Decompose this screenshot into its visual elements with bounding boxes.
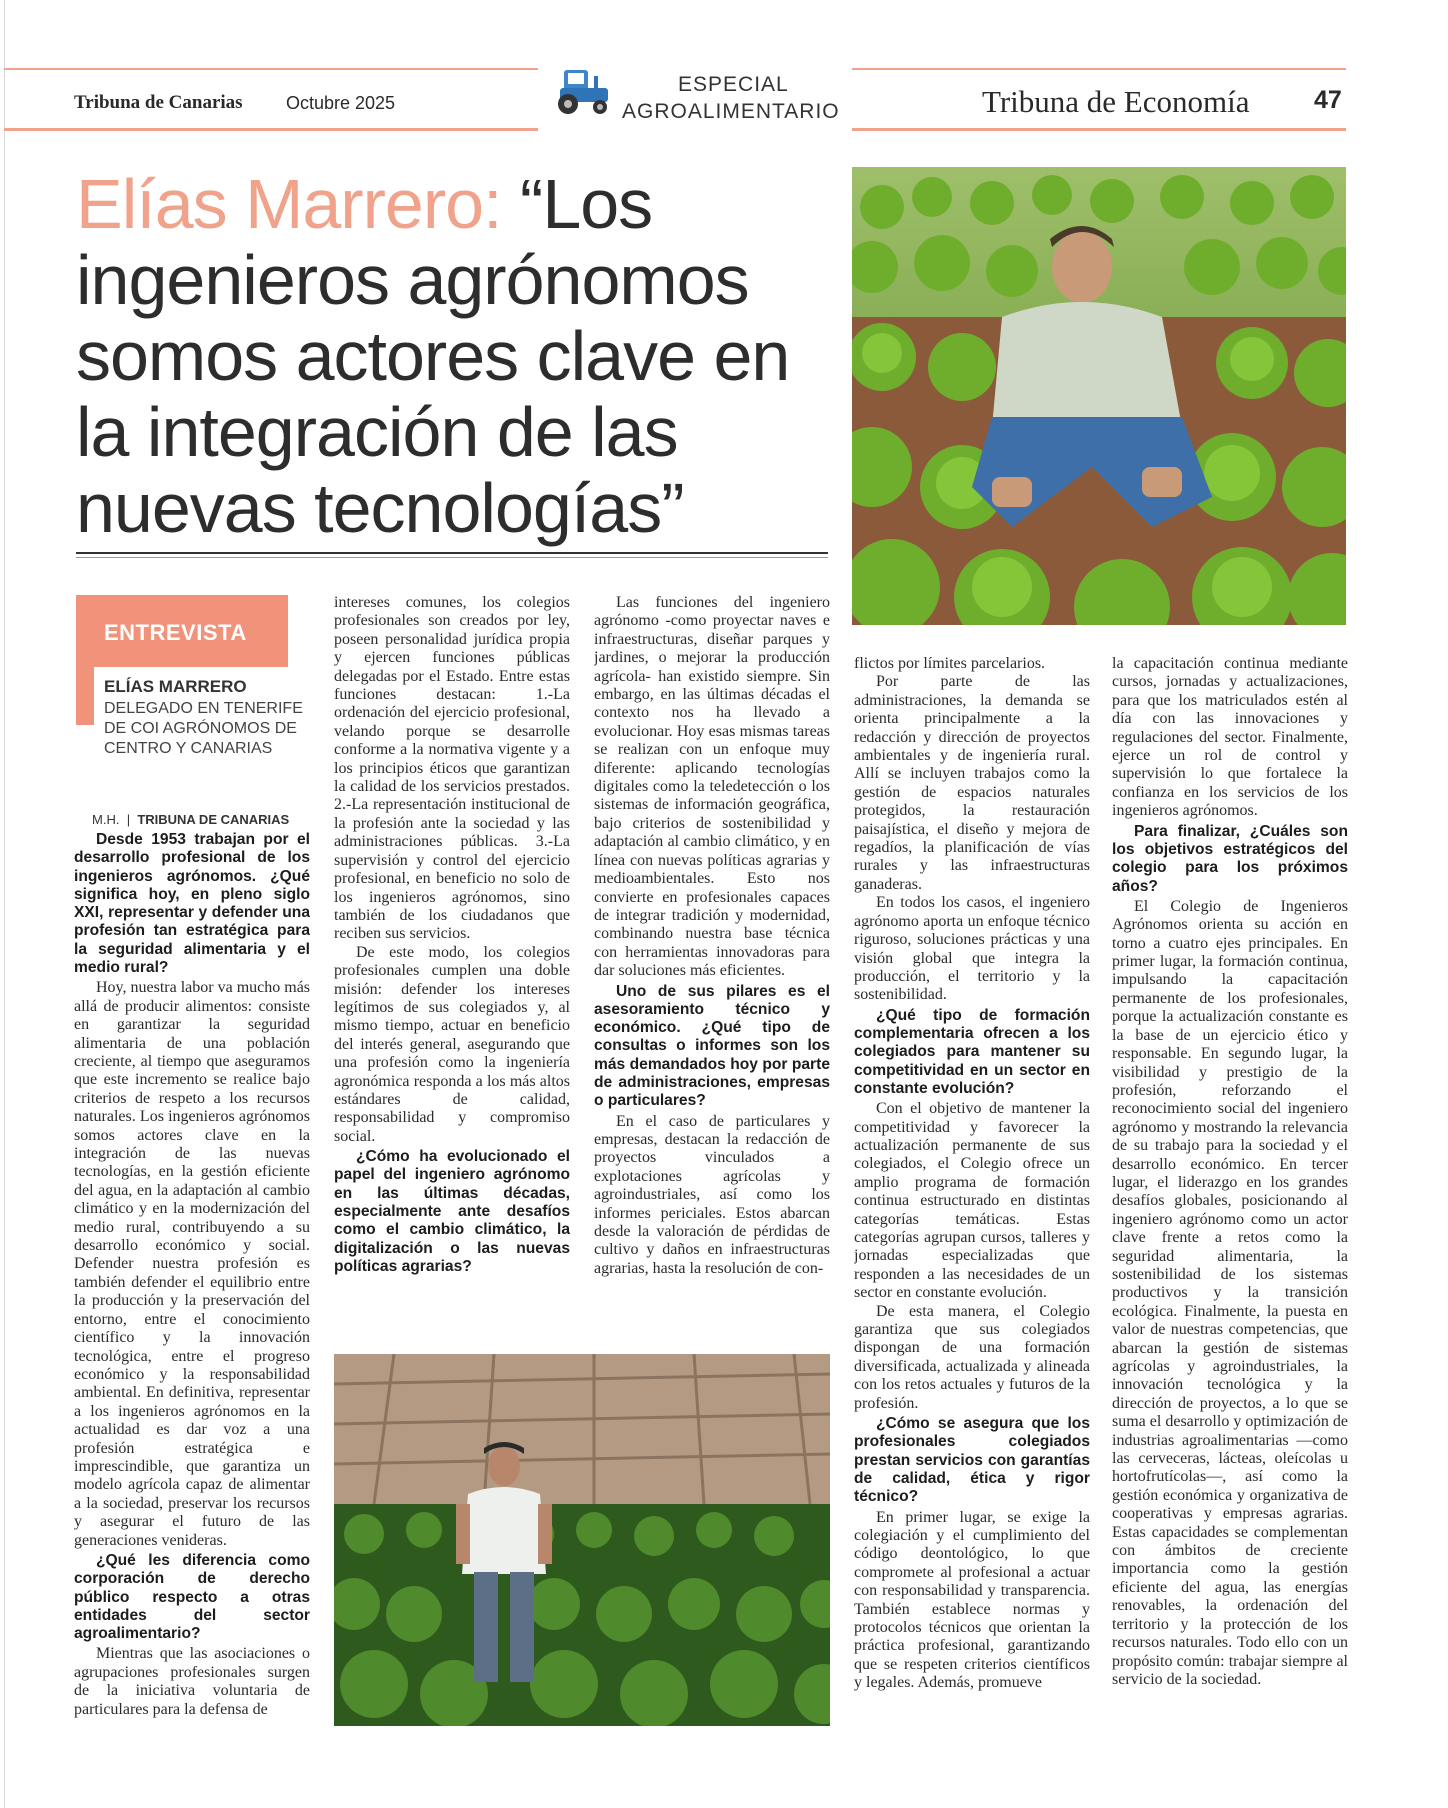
answer-paragraph: Las funciones del ingeniero agrónomo -como proyectar naves e infraestructuras, diseñar parques y jardines, o mejorar la producción agrícola- han existido siempre. Sin embargo, en las últimas décadas el contexto nos ha llevado a evolucionar. Hoy esas mismas tareas se realizan con un enfoque muy diferente: aplicando tecnologías digitales como la teledetección o los sistemas de información geográfica, bajo criterios de sostenibilidad y adaptación al cambio climático, y en línea con nuevas políticas agrarias y medioambientales. Esto nos convierte en profesionales capaces de integrar tradición y modernidad, combinando nuestra base técnica con herramientas innovadoras para dar soluciones más eficientes.: [594, 594, 830, 980]
byline-outlet: TRIBUNA DE CANARIAS: [137, 812, 290, 827]
answer-paragraph: Con el objetivo de mantener la competitividad y favorecer la actualización permanente de sus colegiados, el Colegio ofrece un amplio programa de formación continua estructurado en distintas categorías temáticas. Estas categorías agrupan cursos, talleres y jornadas especializadas que responden a las necesidades de un sector en constante evolución.: [854, 1100, 1090, 1302]
answer-paragraph: flictos por límites parcelarios.: [854, 655, 1046, 672]
answer-paragraph: Hoy, nuestra labor va mucho más allá de producir alimentos: consiste en garantizar la seguridad alimentaria de una población creciente, al tiempo que aseguramos que este incremento se realice bajo criterios de respeto a los recursos naturales. Los ingenieros agrónomos somos actores clave en la integración de las nuevas tecnologías, en la gestión eficiente del agua, en la adaptación al cambio climático y en la modernización del medio rural, contribuyendo a su desarrollo económico y social. Defender nuestra profesión es también defender el equilibrio entre la producción y la preservación del entorno, entre el conocimiento científico y la innovación tecnológica, entre el progreso económico y la responsabilidad ambiental. En definitiva, representar a los ingenieros agrónomos en la actualidad es dar voz a una profesión estratégica e imprescindible, que garantiza un modelo agrícola capaz de alimentar a la sociedad, preservar los recursos y asegurar el futuro de las generaciones venideras.: [74, 979, 310, 1549]
question-paragraph: ¿Cómo se asegura que los profesionales colegiados prestan servicios con garantías de calidad, ética y rigor técnico?: [854, 1415, 1090, 1506]
headline-quote: “Los ingenieros agrónomos somos actores clave en la integración de las nuevas tecnologías”: [76, 165, 790, 547]
answer-paragraph: Mientras que las asociaciones o agrupaciones profesionales surgen de la iniciativa voluntaria de particulares para la defensa de: [74, 1645, 310, 1718]
question-paragraph: Uno de sus pilares es el asesoramiento técnico y económico. ¿Qué tipo de consultas o informes son los más demandados hoy por parte de administraciones, empresas o particulares?: [594, 982, 830, 1110]
header-rule-bottom-right: [852, 128, 1346, 131]
page-number: 47: [1314, 86, 1342, 114]
photo-greenhouse: [334, 1354, 830, 1726]
byline-separator: |: [123, 812, 134, 827]
question-paragraph: ¿Qué tipo de formación complementaria ofrecen a los colegiados para mantener su competitividad en un sector en constante evolución?: [854, 1006, 1090, 1097]
article-column-4: [854, 655, 1090, 1719]
answer-paragraph: En el caso de particulares y empresas, destacan la redacción de proyectos vinculados a explotaciones agrícolas y agroindustriales, así como los informes periciales. Estos abarcan desde la valoración de pérdidas de cultivo y daños en infraestructuras agrarias, hasta la resolución de con-: [594, 1112, 830, 1277]
interview-tag-label: ENTREVISTA: [104, 620, 247, 645]
header-rule-top-right: [852, 68, 1346, 70]
interview-tag-stem: [76, 667, 94, 725]
headline-divider-thin: [76, 557, 828, 558]
question-paragraph: ¿Cómo ha evolucionado el papel del ingeniero agrónomo en las últimas décadas, especialmente ante desafíos como el cambio climático, la digitalización o las nuevas políticas agrarias?: [334, 1148, 570, 1275]
article-column-5: [1112, 655, 1348, 1719]
issue-date: Octubre 2025: [286, 93, 396, 113]
answer-paragraph: De este modo, los colegios profesionales cumplen una doble misión: defender los intereses legítimos de sus colegiados y, al mismo tiempo, actuar en beneficio del interés general, asegurando que una profesión como la ingeniería agronómica responda a los más altos estándares de calidad, responsabilidad y compromiso social.: [334, 943, 570, 1145]
question-paragraph: Desde 1953 trabajan por el desarrollo profesional de los ingenieros agrónomos. ¿Qué significa hoy, en pleno siglo XXI, representar y defender una profesión tan estratégica para la seguridad alimentaria y el medio rural?: [74, 831, 310, 977]
interviewee-role: DELEGADO EN TENERIFE DE COI AGRÓNOMOS DE CENTRO Y CANARIAS: [104, 700, 303, 757]
answer-paragraph: En primer lugar, se exige la colegiación y el cumplimiento del código deontológico, lo que compromete al profesional a actuar con responsabilidad y transparencia. También establece normas y protocolos técnicos que orientan la práctica profesional, garantizando que se respeten criterios científicos y legales. Además, promueve: [854, 1508, 1090, 1692]
answer-paragraph: De esta manera, el Colegio garantiza que sus colegiados dispongan de una formación diversificada, actualizada y alineada con los retos actuales y futuros de la profesión.: [854, 1302, 1090, 1412]
page-edge: [4, 0, 5, 1808]
answer-paragraph: El Colegio de Ingenieros Agrónomos orienta su acción en torno a cuatro ejes principales. En primer lugar, la formación continua, impulsando la capacitación permanente de los profesionales, porque la actualización constante es la base de un ejercicio ético y responsable. En segundo lugar, la visibilidad y prestigio de la profesión, reforzando el reconocimiento social del ingeniero agrónomo y mostrando la relevancia de su trabajo para la sociedad y el desarrollo económico. En tercer lugar, el liderazgo en los grandes desafíos globales, posicionando al ingeniero agrónomo como un actor clave frente a retos como la seguridad alimentaria, la sostenibilidad de los sistemas productivos y la transición ecológica. Finalmente, la puesta en valor de nuestras competencias, que abarcan la gestión de sistemas agrícolas y agroindustriales, la innovación tecnológica y la dirección de proyectos, a lo que se suma el desarrollo y optimización de industrias agroalimentarias —como las cerveceras, lácteas, oleícolas u hortofrutícolas—, así como la gestión económica y organizativa de cooperativas y empresas agrarias. Estas capacidades se complementan con ámbitos de creciente importancia como la gestión eficiente del agua, las energías renovables, la ordenación del territorio y la protección de los recursos naturales. Todo ello con un propósito común: trabajar siempre al servicio de la sociedad.: [1112, 897, 1348, 1688]
byline: [92, 812, 289, 827]
header-rule-bottom-left: [4, 128, 538, 131]
answer-paragraph: Por parte de las administraciones, la demanda se orienta principalmente a la redacción y dirección de proyectos ambientales y de ingeniería rural. Allí se incluyen trabajos como la gestión de espacios naturales protegidos, la restauración paisajística, el diseño y mejora de regadíos, la planificación de vías rurales y las infraestructuras ganaderas.: [854, 673, 1090, 893]
special-label-2: AGROALIMENTARIO: [622, 100, 840, 123]
byline-initials: M.H.: [92, 812, 120, 827]
article-column-2: [334, 594, 570, 1338]
question-paragraph: ¿Qué les diferencia como corporación de derecho público respecto a otras entidades del sector agroalimentario?: [74, 1551, 310, 1643]
article-column-1: [74, 829, 310, 1719]
answer-paragraph: En todos los casos, el ingeniero agrónomo aporta un enfoque técnico riguroso, soluciones prácticas y una visión global que integra la producción, el territorio y la sostenibilidad.: [854, 894, 1090, 1004]
headline: [76, 166, 836, 546]
article-column-3: [594, 594, 830, 1338]
special-label-1: ESPECIAL: [678, 73, 789, 96]
publication-name: Tribuna de Canarias: [74, 92, 243, 113]
interviewee-name: ELÍAS MARRERO: [104, 677, 247, 696]
tractor-icon: [550, 64, 616, 118]
headline-divider: [76, 552, 828, 554]
section-name: Tribuna de Economía: [982, 84, 1250, 119]
headline-name: Elías Marrero:: [76, 165, 502, 243]
question-paragraph: Para finalizar, ¿Cuáles son los objetivos estratégicos del colegio para los próximos años?: [1112, 822, 1348, 895]
header-rule-top-left: [4, 68, 538, 70]
photo-lettuce-field: [852, 167, 1346, 625]
answer-paragraph: intereses comunes, los colegios profesionales son creados por ley, poseen personalidad jurídica propia y ejercen funciones públicas delegadas por el Estado. Entre estas funciones destacan: 1.-La ordenación del ejercicio profesional, velando porque se desarrolle conforme a la normativa vigente y a los principios éticos que garantizan la calidad de los servicios prestados. 2.-La representación institucional de la profesión ante la sociedad y las administraciones públicas. 3.-La supervisión y control del ejercicio profesional, en beneficio no solo de los ingenieros agrónomos, sino también de los ciudadanos que reciben sus servicios.: [334, 594, 570, 943]
answer-paragraph: la capacitación continua mediante cursos, jornadas y actualizaciones, para que los matriculados estén al día con las innovaciones y regulaciones del sector. Finalmente, ejerce un rol de control y supervisión lo que fortalece la confianza en los servicios de los ingenieros agrónomos.: [1112, 655, 1348, 820]
